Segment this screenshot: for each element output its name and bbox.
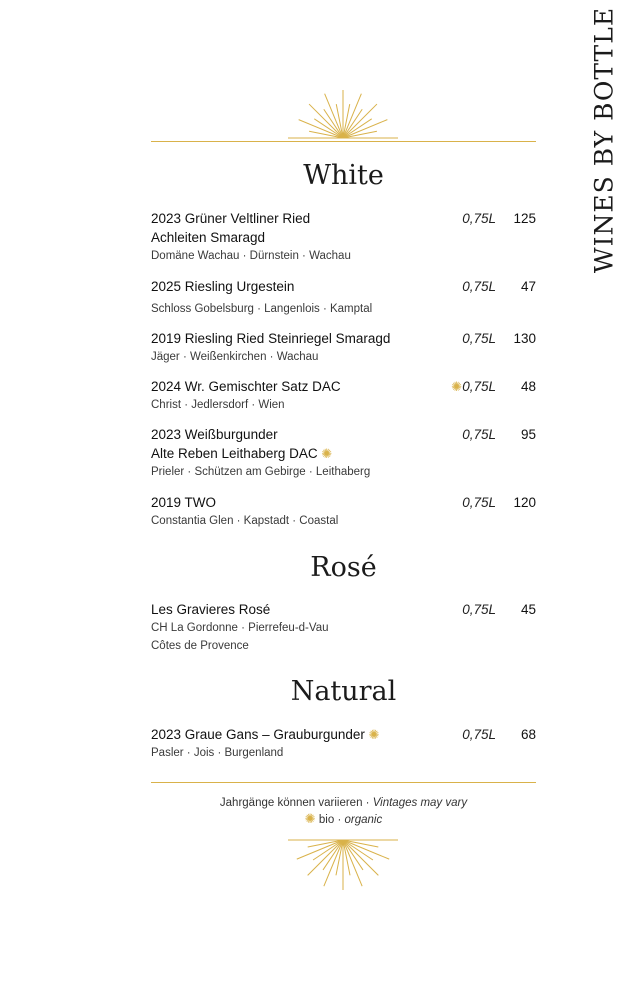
wine-producer: Constantia Glen · Kapstadt · Coastal [151, 515, 339, 527]
wine-item [151, 277, 536, 318]
wine-item [151, 425, 536, 481]
wine-name: 2023 Graue Gans – Grauburgunder ✺ [151, 727, 380, 742]
wine-volume: 0,75L [462, 427, 496, 442]
wine-name: 2025 Riesling Urgestein [151, 279, 295, 294]
wine-price: 120 [513, 495, 536, 510]
bio-icon: ✺ [321, 446, 333, 461]
wine-price: 125 [513, 211, 536, 226]
wine-item [151, 329, 536, 366]
section-title-white: White [303, 160, 384, 191]
wine-item [151, 209, 536, 265]
section-title-natural: Natural [290, 676, 397, 707]
wine-item [151, 725, 536, 762]
wine-producer: CH La Gordonne · Pierrefeu-d-Vau Côtes de Provence [151, 622, 329, 652]
wine-volume: 0,75L [462, 495, 496, 510]
wine-name: 2023 Grüner Veltliner Ried Achleiten Smaragd [151, 211, 311, 245]
wine-item [151, 493, 536, 530]
wine-name: 2023 Weißburgunder Alte Reben Leithaberg DAC ✺ [151, 427, 333, 461]
wine-price: 130 [513, 331, 536, 346]
wine-producer: Pasler · Jois · Burgenland [151, 747, 284, 759]
wine-producer: Jäger · Weißenkirchen · Wachau [151, 351, 319, 363]
wine-volume: 0,75L [462, 279, 496, 294]
wine-item [151, 377, 536, 414]
wine-name: Les Gravieres Rosé [151, 602, 271, 617]
wine-volume: 0,75L [462, 331, 496, 346]
bio-icon: ✺ [304, 811, 316, 826]
bottom-divider [151, 782, 536, 783]
wine-price: 47 [520, 279, 536, 294]
wine-producer: Domäne Wachau · Dürnstein · Wachau [151, 250, 351, 262]
wine-price: 95 [520, 427, 536, 442]
vintage-note: Jahrgänge können variieren · Vintages may vary [219, 797, 468, 809]
wine-name: 2019 TWO [151, 495, 217, 510]
top-divider [151, 141, 536, 142]
section-title-rose: Rosé [310, 552, 377, 583]
footer-note [151, 795, 536, 829]
wine-price: 48 [520, 379, 536, 394]
wine-volume: 0,75L [462, 211, 496, 226]
wine-producer: Schloss Gobelsburg · Langenlois · Kamptal [151, 303, 373, 315]
wine-volume: 0,75L [462, 602, 496, 617]
wine-price: 45 [520, 602, 536, 617]
sunburst-bottom-icon [288, 838, 398, 892]
wine-name: 2024 Wr. Gemischter Satz DAC [151, 379, 341, 394]
sunburst-top-icon [288, 88, 398, 140]
bio-legend: ✺ bio · organic [304, 811, 383, 826]
wine-producer: Prieler · Schützen am Gebirge · Leithaberg [151, 466, 371, 478]
bio-icon: ✺ [451, 379, 463, 394]
wine-volume: 0,75L [462, 727, 496, 742]
wine-producer: Christ · Jedlersdorf · Wien [151, 399, 285, 411]
bio-icon: ✺ [368, 727, 380, 742]
wine-price: 68 [520, 727, 536, 742]
wine-item [151, 600, 536, 655]
side-title: WINES BY BOTTLE [589, 6, 619, 274]
wine-name: 2019 Riesling Ried Steinriegel Smaragd [151, 331, 391, 346]
wine-volume: ✺0,75L [451, 379, 496, 394]
